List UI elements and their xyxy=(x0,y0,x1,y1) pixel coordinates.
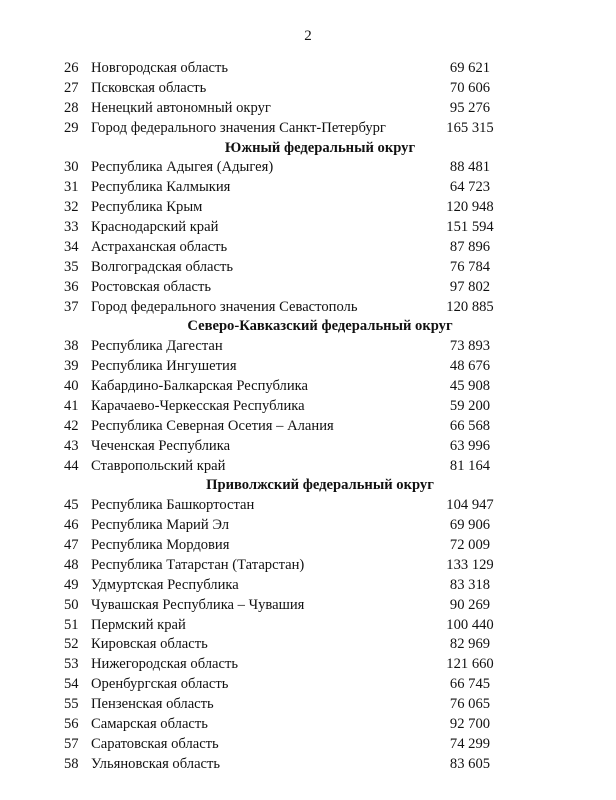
region-name: Ненецкий автономный округ xyxy=(91,99,271,116)
table-row xyxy=(0,79,616,99)
region-value: 81 164 xyxy=(449,457,491,474)
table-row xyxy=(0,198,616,218)
table-row xyxy=(0,496,616,516)
table-row xyxy=(0,417,616,437)
table-row xyxy=(0,238,616,258)
region-value: 87 896 xyxy=(449,238,491,255)
region-value: 90 269 xyxy=(449,596,491,613)
region-value: 133 129 xyxy=(446,556,494,573)
table-row xyxy=(0,635,616,655)
region-name: Республика Крым xyxy=(91,199,203,216)
row-number: 51 xyxy=(64,616,79,633)
region-name: Республика Башкортостан xyxy=(91,497,255,514)
table-row xyxy=(0,119,616,139)
row-number: 32 xyxy=(64,199,79,216)
region-name: Псковская область xyxy=(91,79,207,96)
row-number: 57 xyxy=(64,735,79,752)
region-name: Чувашская Республика – Чувашия xyxy=(91,596,305,613)
region-value: 82 969 xyxy=(449,636,491,653)
region-name: Республика Калмыкия xyxy=(91,179,231,196)
region-value: 69 906 xyxy=(449,517,491,534)
region-value: 121 660 xyxy=(446,656,494,673)
row-number: 50 xyxy=(64,596,79,613)
region-name: Республика Дагестан xyxy=(91,338,223,355)
row-number: 36 xyxy=(64,278,79,295)
table-row xyxy=(0,675,616,695)
region-value: 100 440 xyxy=(446,616,494,633)
region-value: 73 893 xyxy=(449,338,491,355)
row-number: 39 xyxy=(64,358,79,375)
row-number: 55 xyxy=(64,696,79,712)
region-value: 104 947 xyxy=(446,497,494,514)
section-header: Северо-Кавказский федеральный округ xyxy=(187,318,453,335)
region-value: 45 908 xyxy=(449,378,491,394)
region-value: 120 885 xyxy=(446,298,494,315)
table-row xyxy=(0,278,616,298)
region-name: Республика Ингушетия xyxy=(91,358,237,375)
region-name: Пермский край xyxy=(91,616,186,633)
row-number: 52 xyxy=(64,636,79,653)
table-row xyxy=(0,715,616,735)
region-value: 72 009 xyxy=(449,537,491,553)
region-value: 83 318 xyxy=(449,576,491,593)
row-number: 53 xyxy=(64,656,79,673)
table-row xyxy=(0,735,616,755)
table-row xyxy=(0,457,616,477)
region-value: 76 065 xyxy=(449,696,491,712)
region-name: Удмуртская Республика xyxy=(91,576,239,593)
table-row xyxy=(0,655,616,675)
table-row xyxy=(0,616,616,636)
table-row xyxy=(0,516,616,536)
region-name: Город федерального значения Севастополь xyxy=(91,298,358,315)
region-value: 151 594 xyxy=(446,219,494,235)
section-header: Южный федеральный округ xyxy=(224,139,416,156)
region-value: 120 948 xyxy=(446,199,494,216)
row-number: 46 xyxy=(64,517,79,534)
region-name: Ставропольский край xyxy=(91,457,226,474)
region-value: 66 745 xyxy=(449,676,491,693)
table-row xyxy=(0,576,616,596)
table-row xyxy=(0,377,616,397)
region-name: Новгородская область xyxy=(91,60,229,76)
table-row xyxy=(0,755,616,775)
row-number: 27 xyxy=(64,79,79,96)
region-name: Республика Марий Эл xyxy=(91,517,230,534)
row-number: 41 xyxy=(64,397,79,414)
region-name: Республика Мордовия xyxy=(91,537,230,553)
table-row xyxy=(0,536,616,556)
row-number: 49 xyxy=(64,576,79,593)
region-name: Кабардино-Балкарская Республика xyxy=(91,378,308,394)
table-row xyxy=(0,437,616,457)
row-number: 35 xyxy=(64,258,79,275)
table-row xyxy=(0,596,616,616)
region-value: 63 996 xyxy=(449,437,491,454)
row-number: 30 xyxy=(64,159,79,176)
table-row xyxy=(0,59,616,79)
row-number: 38 xyxy=(64,338,79,355)
table-row xyxy=(0,695,616,715)
row-number: 37 xyxy=(64,298,79,315)
row-number: 54 xyxy=(64,676,79,693)
row-number: 31 xyxy=(64,179,79,196)
region-name: Волгоградская область xyxy=(91,258,234,275)
row-number: 44 xyxy=(64,457,79,474)
region-value: 97 802 xyxy=(449,278,491,295)
row-number: 42 xyxy=(64,417,79,434)
row-number: 45 xyxy=(64,497,79,514)
region-value: 70 606 xyxy=(449,79,491,96)
region-name: Самарская область xyxy=(91,715,208,732)
row-number: 34 xyxy=(64,238,79,255)
region-name: Чеченская Республика xyxy=(91,437,231,454)
row-number: 26 xyxy=(64,60,79,76)
region-name: Ростовская область xyxy=(91,278,211,295)
region-value: 59 200 xyxy=(449,397,491,414)
table-row xyxy=(0,258,616,278)
table-row xyxy=(0,158,616,178)
region-value: 83 605 xyxy=(449,755,491,772)
region-value: 92 700 xyxy=(449,715,491,732)
region-name: Пензенская область xyxy=(91,696,214,712)
region-value: 95 276 xyxy=(449,99,491,116)
row-number: 48 xyxy=(64,556,79,573)
region-name: Город федерального значения Санкт-Петербург xyxy=(91,119,386,136)
region-value: 165 315 xyxy=(446,119,494,136)
region-value: 74 299 xyxy=(449,735,491,752)
region-value: 66 568 xyxy=(449,417,491,434)
table-row xyxy=(0,218,616,238)
region-value: 76 784 xyxy=(449,258,491,275)
region-name: Нижегородская область xyxy=(91,656,239,673)
table-row xyxy=(0,298,616,318)
row-number: 40 xyxy=(64,378,79,394)
table-row xyxy=(0,178,616,198)
region-value: 64 723 xyxy=(449,179,491,196)
section-header: Приволжский федеральный округ xyxy=(206,477,434,494)
row-number: 47 xyxy=(64,537,79,553)
table-row xyxy=(0,556,616,576)
region-name: Ульяновская область xyxy=(91,755,221,772)
row-number: 56 xyxy=(64,715,79,732)
region-value: 48 676 xyxy=(449,358,491,375)
row-number: 28 xyxy=(64,99,79,116)
row-number: 29 xyxy=(64,119,79,136)
row-number: 33 xyxy=(64,219,79,235)
region-name: Республика Адыгея (Адыгея) xyxy=(91,159,274,176)
region-name: Кировская область xyxy=(91,636,208,653)
region-value: 88 481 xyxy=(449,159,491,176)
region-name: Республика Северная Осетия – Алания xyxy=(91,417,334,434)
row-number: 43 xyxy=(64,437,79,454)
region-name: Республика Татарстан (Татарстан) xyxy=(91,556,305,573)
page-number: 2 xyxy=(304,28,312,44)
row-number: 58 xyxy=(64,755,79,772)
region-name: Краснодарский край xyxy=(91,219,219,235)
table-row xyxy=(0,99,616,119)
region-name: Карачаево-Черкесская Республика xyxy=(91,397,305,414)
region-value: 69 621 xyxy=(449,60,491,76)
table-row xyxy=(0,357,616,377)
region-name: Оренбургская область xyxy=(91,676,229,693)
region-name: Саратовская область xyxy=(91,735,219,752)
table-row xyxy=(0,397,616,417)
region-name: Астраханская область xyxy=(91,238,228,255)
table-row xyxy=(0,337,616,357)
region-table xyxy=(0,59,616,775)
